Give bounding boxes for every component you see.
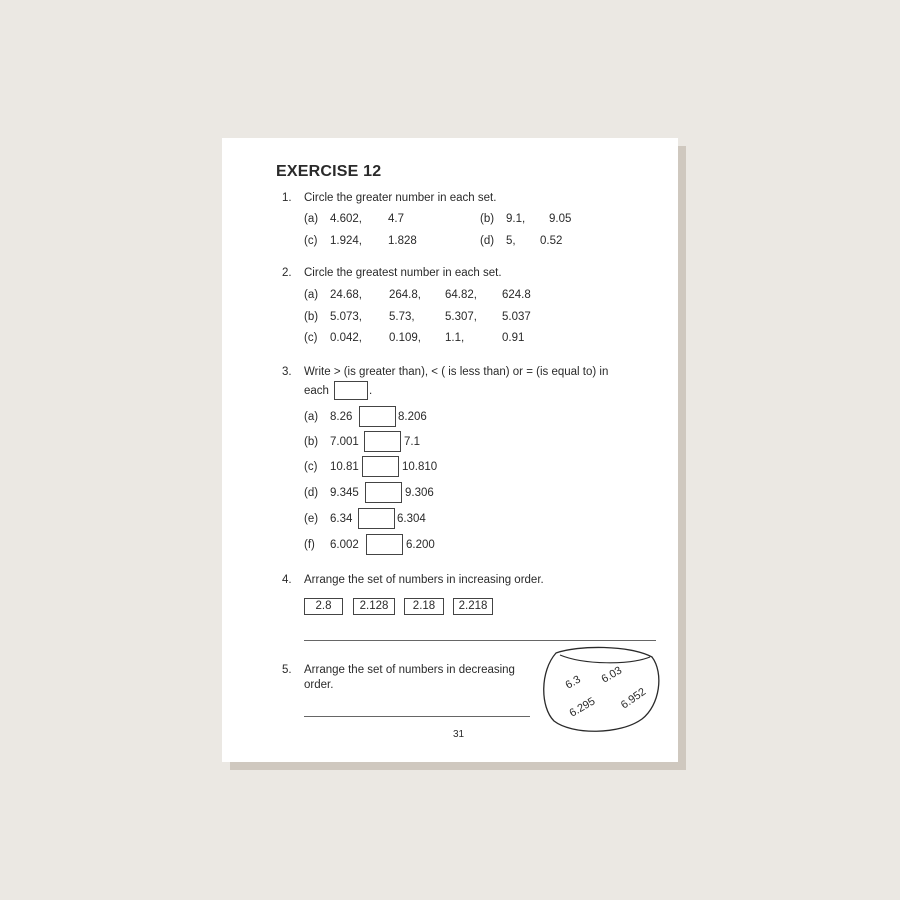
q4-number-box-3: 2.18: [404, 598, 444, 615]
q2c-value-1[interactable]: 0.042,: [330, 332, 362, 344]
q3-sample-box: [334, 381, 368, 400]
q1b-value-2[interactable]: 9.05: [549, 213, 572, 225]
q4-number-box-4: 2.218: [453, 598, 493, 615]
q4-answer-line[interactable]: [304, 640, 656, 641]
exercise-title: EXERCISE 12: [276, 163, 382, 180]
q5-text-line2: order.: [304, 679, 334, 691]
pot-rim: [560, 655, 650, 663]
q2b-value-2[interactable]: 5.73,: [389, 311, 415, 323]
pot-number-3: 6.295: [567, 695, 598, 720]
q2c-value-4[interactable]: 0.91: [502, 332, 525, 344]
q3a-right: 8.206: [398, 411, 427, 423]
q3b-left: 7.001: [330, 436, 359, 448]
q3f-left: 6.002: [330, 539, 359, 551]
q2c-value-3[interactable]: 1.1,: [445, 332, 465, 344]
q5-number: 5.: [282, 664, 292, 676]
q1-number: 1.: [282, 192, 292, 204]
q3f-label: (f): [304, 539, 315, 551]
page-number: 31: [453, 729, 465, 740]
q3c-answer-box[interactable]: [362, 456, 399, 477]
pot-number-1: 6.3: [563, 673, 583, 692]
q1d-value-2[interactable]: 0.52: [540, 235, 563, 247]
q3c-label: (c): [304, 461, 318, 473]
q3b-right: 7.1: [404, 436, 420, 448]
q1b-value-1[interactable]: 9.1,: [506, 213, 526, 225]
q3-text-end: .: [369, 385, 373, 397]
q4-number: 4.: [282, 574, 292, 586]
q3f-right: 6.200: [406, 539, 435, 551]
q3d-left: 9.345: [330, 487, 359, 499]
q1c-label: (c): [304, 235, 318, 247]
q3a-label: (a): [304, 411, 319, 423]
q1c-value-1[interactable]: 1.924,: [330, 235, 362, 247]
q3d-answer-box[interactable]: [365, 482, 402, 503]
q3a-left: 8.26: [330, 411, 353, 423]
q2b-label: (b): [304, 311, 319, 323]
q1-text: Circle the greater number in each set.: [304, 192, 497, 204]
q1c-value-2[interactable]: 1.828: [388, 235, 417, 247]
q3d-label: (d): [304, 487, 319, 499]
q4-number-box-1: 2.8: [304, 598, 343, 615]
q1a-value-2[interactable]: 4.7: [388, 213, 404, 225]
q3b-answer-box[interactable]: [364, 431, 401, 452]
q3e-answer-box[interactable]: [358, 508, 395, 529]
q3-number: 3.: [282, 366, 292, 378]
q2a-value-4[interactable]: 624.8: [502, 289, 531, 301]
q1b-label: (b): [480, 213, 495, 225]
number-pot-illustration: [538, 643, 664, 735]
q2b-value-1[interactable]: 5.073,: [330, 311, 362, 323]
q3a-answer-box[interactable]: [359, 406, 396, 427]
q2-text: Circle the greatest number in each set.: [304, 267, 502, 279]
q2b-value-4[interactable]: 5.037: [502, 311, 531, 323]
q4-number-box-2: 2.128: [353, 598, 395, 615]
q1d-label: (d): [480, 235, 495, 247]
q2b-value-3[interactable]: 5.307,: [445, 311, 477, 323]
q2a-value-2[interactable]: 264.8,: [389, 289, 421, 301]
q2a-value-1[interactable]: 24.68,: [330, 289, 362, 301]
q3-text: Write > (is greater than), < ( is less than) or = (is equal to) in: [304, 366, 609, 378]
q3e-left: 6.34: [330, 513, 353, 525]
q2-number: 2.: [282, 267, 292, 279]
pot-number-2: 6.03: [599, 664, 625, 686]
q5-answer-line[interactable]: [304, 716, 530, 717]
q2c-value-2[interactable]: 0.109,: [389, 332, 421, 344]
q2a-label: (a): [304, 289, 319, 301]
q1d-value-1[interactable]: 5,: [506, 235, 516, 247]
q3c-right: 10.810: [402, 461, 438, 473]
q3d-right: 9.306: [405, 487, 434, 499]
q4-text: Arrange the set of numbers in increasing order.: [304, 574, 544, 586]
q3e-right: 6.304: [397, 513, 426, 525]
q3f-answer-box[interactable]: [366, 534, 403, 555]
q2c-label: (c): [304, 332, 318, 344]
workbook-page: [222, 138, 678, 762]
q3c-left: 10.81: [330, 461, 359, 473]
q3e-label: (e): [304, 513, 319, 525]
q1a-label: (a): [304, 213, 319, 225]
q5-text: Arrange the set of numbers in decreasing: [304, 664, 515, 676]
q3-text-line2: each: [304, 385, 329, 397]
q1a-value-1[interactable]: 4.602,: [330, 213, 362, 225]
q2a-value-3[interactable]: 64.82,: [445, 289, 477, 301]
pot-number-4: 6.952: [618, 685, 649, 712]
q3b-label: (b): [304, 436, 319, 448]
